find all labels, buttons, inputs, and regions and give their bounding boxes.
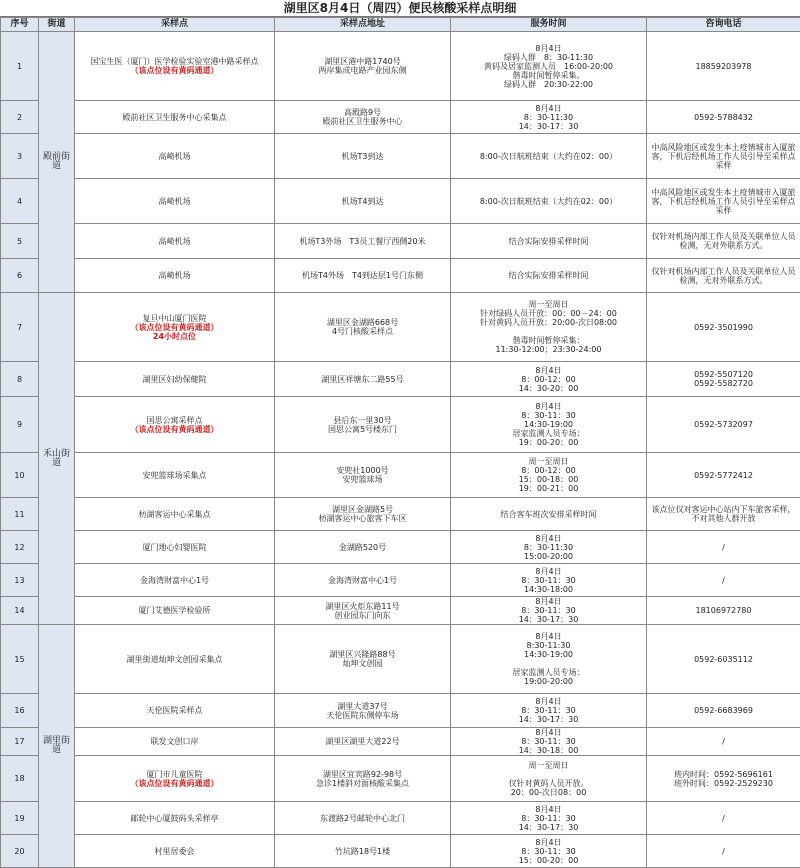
cell-line: 18859203978: [649, 62, 798, 71]
cell-line: 村里居委会: [77, 847, 272, 856]
site-cell: [75, 101, 275, 134]
cell-line: 邮轮中心厦鼓码头采样亭: [77, 814, 272, 823]
site-cell: [75, 259, 275, 293]
cell-line: 东渡路2号邮轮中心北门: [277, 814, 448, 823]
service-time-cell: [451, 397, 647, 453]
cell-line: 高崎机场: [77, 271, 272, 280]
row-number: 1: [1, 32, 39, 101]
cell-line: 结合实际安排采样时间: [453, 237, 644, 246]
row-number: 9: [1, 397, 39, 453]
cell-line: 针对绿码人员开放：00：00－24：00: [453, 309, 644, 318]
address-cell: [275, 453, 451, 498]
cell-line: 8月4日: [453, 597, 644, 606]
service-time-cell: [451, 625, 647, 694]
row-number: 10: [1, 453, 39, 498]
cell-line: 8月4日: [453, 697, 644, 706]
address-cell: [275, 397, 451, 453]
cell-line: （该点位设有黄码通道）: [77, 66, 272, 75]
cell-line: [453, 770, 644, 779]
table-row: [1, 802, 800, 835]
site-cell: [75, 728, 275, 756]
cell-line: 枋湖客运中心采集点: [77, 510, 272, 519]
cell-line: 结合实际安排采样时间: [453, 271, 644, 280]
service-time-cell: [451, 728, 647, 756]
row-number: 5: [1, 224, 39, 259]
cell-line: 殿前社区卫生服务中心: [277, 117, 448, 126]
cell-line: 14：30-18：00: [453, 746, 644, 755]
cell-line: /: [649, 543, 798, 552]
cell-line: 湖里街道灿坤文创园采集点: [77, 655, 272, 664]
site-cell: [75, 597, 275, 625]
cell-line: 湖里区金湖路668号: [277, 318, 448, 327]
table-row: [1, 498, 800, 531]
cell-line: 联发文创口岸: [77, 737, 272, 746]
cell-line: 14:30-19:00: [453, 650, 644, 659]
cell-line: 周一至周日: [453, 457, 644, 466]
site-cell: [75, 694, 275, 728]
cell-line: 14:30-18:00: [453, 585, 644, 594]
phone-cell: [647, 293, 800, 362]
cell-line: 20：00-次日08：00: [453, 788, 644, 797]
cell-line: 结合客车班次安排采样时间: [453, 510, 644, 519]
table-row: [1, 694, 800, 728]
cell-line: 24小时点位: [77, 332, 272, 341]
cell-line: 18106972780: [649, 606, 798, 615]
site-cell: [75, 835, 275, 868]
cell-line: 8月4日: [453, 632, 644, 641]
cell-line: 8月4日: [453, 534, 644, 543]
cell-line: 仅针对黄码人员开放。: [453, 779, 644, 788]
cell-line: 8月4日: [453, 366, 644, 375]
cell-line: 高崎机场: [77, 237, 272, 246]
address-cell: [275, 259, 451, 293]
cell-line: /: [649, 847, 798, 856]
service-time-cell: [451, 293, 647, 362]
cell-line: [453, 659, 644, 668]
sampling-table: [0, 17, 800, 868]
row-number: 2: [1, 101, 39, 134]
table-row: [1, 625, 800, 694]
cell-line: 金海湾财富中心1号: [277, 576, 448, 585]
cell-line: 湖里区火炬东路11号: [277, 602, 448, 611]
cell-line: 居家监测人员专场：: [453, 668, 644, 677]
address-cell: [275, 134, 451, 179]
cell-line: 8月4日: [453, 728, 644, 737]
cell-line: 枋湖客运中心旅客下车区: [277, 514, 448, 523]
cell-line: 该点位仅对客运中心站内下车旅客采样，: [649, 505, 798, 514]
cell-line: 湖里区祥塘东二路55号: [277, 375, 448, 384]
cell-line: 0592-6035112: [649, 655, 798, 664]
cell-line: 15：00-20：00: [453, 856, 644, 865]
cell-line: 8:00-次日航班结束（大约在02：00）: [453, 152, 644, 161]
cell-line: /: [649, 737, 798, 746]
cell-line: 湖里区妇幼保健院: [77, 375, 272, 384]
service-time-cell: [451, 835, 647, 868]
cell-line: 湖里区湖里大道22号: [277, 737, 448, 746]
cell-line: 8：30-11：30: [453, 606, 644, 615]
cell-line: （该点位设有黄码通道）: [77, 425, 272, 434]
cell-line: 县后东一里30号: [277, 416, 448, 425]
address-cell: [275, 694, 451, 728]
row-number: 15: [1, 625, 39, 694]
phone-cell: [647, 835, 800, 868]
phone-cell: [647, 728, 800, 756]
cell-line: 14：30-20：00: [453, 384, 644, 393]
cell-line: 8：30-11：30: [453, 706, 644, 715]
cell-line: 8月4日: [453, 104, 644, 113]
service-time-cell: [451, 498, 647, 531]
table-row: [1, 564, 800, 597]
service-time-cell: [451, 179, 647, 224]
service-time-cell: [451, 134, 647, 179]
row-number: 6: [1, 259, 39, 293]
phone-cell: [647, 134, 800, 179]
address-cell: [275, 362, 451, 397]
table-row: [1, 531, 800, 564]
cell-line: 安兜篮球场: [277, 475, 448, 484]
cell-line: 0592-5772412: [649, 471, 798, 480]
phone-cell: [647, 756, 800, 802]
cell-line: 殿前社区卫生服务中心采集点: [77, 113, 272, 122]
header-site: 采样点: [75, 18, 275, 32]
cell-line: 14：30-17：30: [453, 823, 644, 832]
cell-line: 针对黄码人员开放：20:00-次日08:00: [453, 318, 644, 327]
street-cell: 湖里街道: [39, 625, 75, 868]
site-cell: [75, 224, 275, 259]
site-cell: [75, 564, 275, 597]
row-number: 8: [1, 362, 39, 397]
cell-line: 国宝生医（厦门）医学检验实验室港中路采样点: [77, 57, 272, 66]
cell-line: 19：00-20：00: [453, 438, 644, 447]
cell-line: 班内时间：0592-5696161: [649, 770, 798, 779]
phone-cell: [647, 179, 800, 224]
row-number: 11: [1, 498, 39, 531]
cell-line: 偕毒时间暂停采集。: [453, 71, 644, 80]
cell-line: 不对其他人群开放: [649, 514, 798, 523]
service-time-cell: [451, 802, 647, 835]
cell-line: 周一至周日: [453, 761, 644, 770]
table-row: [1, 453, 800, 498]
table-body: [1, 32, 800, 868]
header-street: 街道: [39, 18, 75, 32]
table-row: [1, 597, 800, 625]
cell-line: 8：30-11：30: [453, 814, 644, 823]
address-cell: [275, 101, 451, 134]
cell-line: 4号门核酸采样点: [277, 327, 448, 336]
phone-cell: [647, 453, 800, 498]
site-cell: [75, 498, 275, 531]
table-row: [1, 756, 800, 802]
cell-line: 8：30-11：30: [453, 737, 644, 746]
cell-line: 高殿路9号: [277, 108, 448, 117]
cell-line: 天伦医院采样点: [77, 706, 272, 715]
cell-line: 湖里区宜宾路92-98号: [277, 770, 448, 779]
cell-line: 8：00-12：00: [453, 375, 644, 384]
cell-line: [453, 327, 644, 336]
cell-line: 机场T3到达: [277, 152, 448, 161]
cell-line: 8月4日: [453, 805, 644, 814]
table-row: [1, 179, 800, 224]
table-row: [1, 362, 800, 397]
cell-line: 绿码人群 20:30-22:00: [453, 80, 644, 89]
row-number: 3: [1, 134, 39, 179]
service-time-cell: [451, 224, 647, 259]
cell-line: /: [649, 576, 798, 585]
address-cell: [275, 597, 451, 625]
phone-cell: [647, 32, 800, 101]
service-time-cell: [451, 259, 647, 293]
phone-cell: [647, 397, 800, 453]
service-time-cell: [451, 694, 647, 728]
cell-line: 竹坑路18号1楼: [277, 847, 448, 856]
header-address: 采样点地址: [275, 18, 451, 32]
site-cell: [75, 453, 275, 498]
cell-line: 8：30-11:30: [453, 543, 644, 552]
cell-line: 14:30-19:00: [453, 420, 644, 429]
site-cell: [75, 293, 275, 362]
cell-line: 湖里区金湖路5号: [277, 505, 448, 514]
street-cell: 殿前街道: [39, 32, 75, 293]
address-cell: [275, 293, 451, 362]
cell-line: 14：30-17：30: [453, 715, 644, 724]
table-row: [1, 835, 800, 868]
site-cell: [75, 756, 275, 802]
cell-line: （该点位设有黄码通道）: [77, 779, 272, 788]
site-cell: [75, 362, 275, 397]
phone-cell: [647, 101, 800, 134]
address-cell: [275, 728, 451, 756]
phone-cell: [647, 531, 800, 564]
cell-line: 8：30-11:30: [453, 113, 644, 122]
cell-line: 19：00-21：00: [453, 484, 644, 493]
address-cell: [275, 802, 451, 835]
service-time-cell: [451, 32, 647, 101]
cell-line: 班外时间：0592-2529230: [649, 779, 798, 788]
service-time-cell: [451, 564, 647, 597]
service-time-cell: [451, 362, 647, 397]
cell-line: 0592-5582720: [649, 379, 798, 388]
cell-line: 安兜篮球场采集点: [77, 471, 272, 480]
cell-line: 14：30-17：30: [453, 122, 644, 131]
address-cell: [275, 756, 451, 802]
site-cell: [75, 625, 275, 694]
street-cell: 禾山街道: [39, 293, 75, 625]
row-number: 19: [1, 802, 39, 835]
cell-line: 中高风险地区或发生本土疫情城市入厦旅客，下机后经机场工作人员引导至采样点采样: [649, 143, 798, 170]
cell-line: 黄码及居家监测人员 16:00-20:00: [453, 62, 644, 71]
address-cell: [275, 564, 451, 597]
table-row: [1, 728, 800, 756]
service-time-cell: [451, 531, 647, 564]
site-cell: [75, 531, 275, 564]
phone-cell: [647, 625, 800, 694]
cell-line: 湖里区港中路1740号: [277, 57, 448, 66]
table-row: [1, 397, 800, 453]
cell-line: 0592-5732097: [649, 420, 798, 429]
phone-cell: [647, 362, 800, 397]
cell-line: 中高风险地区或发生本土疫情城市入厦旅客，下机后经机场工作人员引导至采样点采样: [649, 188, 798, 215]
cell-line: 机场T4外场 T4到达层1号门东侧: [277, 271, 448, 280]
cell-line: 仅针对机场内部工作人员及关联单位人员检测，无对外联系方式。: [649, 232, 798, 250]
address-cell: [275, 625, 451, 694]
header-phone: 咨询电话: [647, 18, 800, 32]
service-time-cell: [451, 101, 647, 134]
site-cell: [75, 32, 275, 101]
phone-cell: [647, 259, 800, 293]
table-row: [1, 32, 800, 101]
cell-line: 0592-3501990: [649, 323, 798, 332]
address-cell: [275, 32, 451, 101]
address-cell: [275, 179, 451, 224]
row-number: 13: [1, 564, 39, 597]
cell-line: 创业园东门向东: [277, 611, 448, 620]
cell-line: 11:30-12:00；23:30-24:00: [453, 345, 644, 354]
cell-line: 8：30-11：30: [453, 847, 644, 856]
cell-line: 8:30-11:30: [453, 641, 644, 650]
cell-line: 机场T3外场 T3员工餐厅西侧20米: [277, 237, 448, 246]
cell-line: 8月4日: [453, 838, 644, 847]
cell-line: 复旦中山厦门医院: [77, 314, 272, 323]
cell-line: 国思公寓采样点: [77, 416, 272, 425]
cell-line: （该点位设有黄码通道）: [77, 323, 272, 332]
cell-line: 0592-5507120: [649, 370, 798, 379]
row-number: 7: [1, 293, 39, 362]
table-row: [1, 293, 800, 362]
cell-line: 湖里大道37号: [277, 702, 448, 711]
cell-line: 19:00-20:00: [453, 677, 644, 686]
cell-line: 金海湾财富中心1号: [77, 576, 272, 585]
cell-line: 8：00-12：00: [453, 466, 644, 475]
row-number: 12: [1, 531, 39, 564]
cell-line: 14：30-17：30: [453, 615, 644, 624]
phone-cell: [647, 224, 800, 259]
cell-line: 安兜社1000号: [277, 466, 448, 475]
row-number: 17: [1, 728, 39, 756]
cell-line: 0592-6683969: [649, 706, 798, 715]
cell-line: 两岸集成电路产业园东侧: [277, 66, 448, 75]
cell-line: 灿坤文创园: [277, 659, 448, 668]
row-number: 14: [1, 597, 39, 625]
address-cell: [275, 835, 451, 868]
cell-line: 偕毒时间暂停采集：: [453, 336, 644, 345]
cell-line: 15：00-18：00: [453, 475, 644, 484]
table-header-row: [1, 18, 800, 32]
cell-line: 厦门地心妇婴医院: [77, 543, 272, 552]
cell-line: 急诊1楼斜对面核酸采集点: [277, 779, 448, 788]
cell-line: 8月4日: [453, 567, 644, 576]
header-service-time: 服务时间: [451, 18, 647, 32]
table-row: [1, 134, 800, 179]
address-cell: [275, 224, 451, 259]
table-row: [1, 224, 800, 259]
cell-line: 8：30-11：30: [453, 576, 644, 585]
sheet-title: 湖里区8月4日（周四）便民核酸采样点明细: [0, 0, 800, 17]
service-time-cell: [451, 453, 647, 498]
cell-line: /: [649, 814, 798, 823]
cell-line: 仅针对机场内部工作人员及关联单位人员检测，无对外联系方式。: [649, 267, 798, 285]
site-cell: [75, 179, 275, 224]
cell-line: 15:00-20:00: [453, 552, 644, 561]
cell-line: 湖里区兴隆路88号: [277, 650, 448, 659]
site-cell: [75, 134, 275, 179]
cell-line: 国思公寓5号楼东门: [277, 425, 448, 434]
row-number: 16: [1, 694, 39, 728]
cell-line: 高崎机场: [77, 152, 272, 161]
site-cell: [75, 802, 275, 835]
phone-cell: [647, 498, 800, 531]
address-cell: [275, 531, 451, 564]
cell-line: 周一至周日: [453, 300, 644, 309]
row-number: 4: [1, 179, 39, 224]
service-time-cell: [451, 756, 647, 802]
phone-cell: [647, 564, 800, 597]
cell-line: 机场T4到达: [277, 197, 448, 206]
cell-line: 8月4日: [453, 44, 644, 53]
phone-cell: [647, 597, 800, 625]
cell-line: 厦门市儿童医院: [77, 770, 272, 779]
address-cell: [275, 498, 451, 531]
site-cell: [75, 397, 275, 453]
header-no: 序号: [1, 18, 39, 32]
row-number: 18: [1, 756, 39, 802]
cell-line: 绿码人群 8：30-11:30: [453, 53, 644, 62]
cell-line: 8:00-次日航班结束（大约在02：00）: [453, 197, 644, 206]
cell-line: 居家监测人员专场：: [453, 429, 644, 438]
phone-cell: [647, 694, 800, 728]
cell-line: 8月4日: [453, 402, 644, 411]
service-time-cell: [451, 597, 647, 625]
cell-line: 天伦医院东侧停车场: [277, 711, 448, 720]
phone-cell: [647, 802, 800, 835]
cell-line: 高崎机场: [77, 197, 272, 206]
row-number: 20: [1, 835, 39, 868]
cell-line: 8：30-11：30: [453, 411, 644, 420]
cell-line: 金湖路520号: [277, 543, 448, 552]
cell-line: 厦门艾德医学检验所: [77, 606, 272, 615]
cell-line: 0592-5788432: [649, 113, 798, 122]
table-row: [1, 259, 800, 293]
table-row: [1, 101, 800, 134]
